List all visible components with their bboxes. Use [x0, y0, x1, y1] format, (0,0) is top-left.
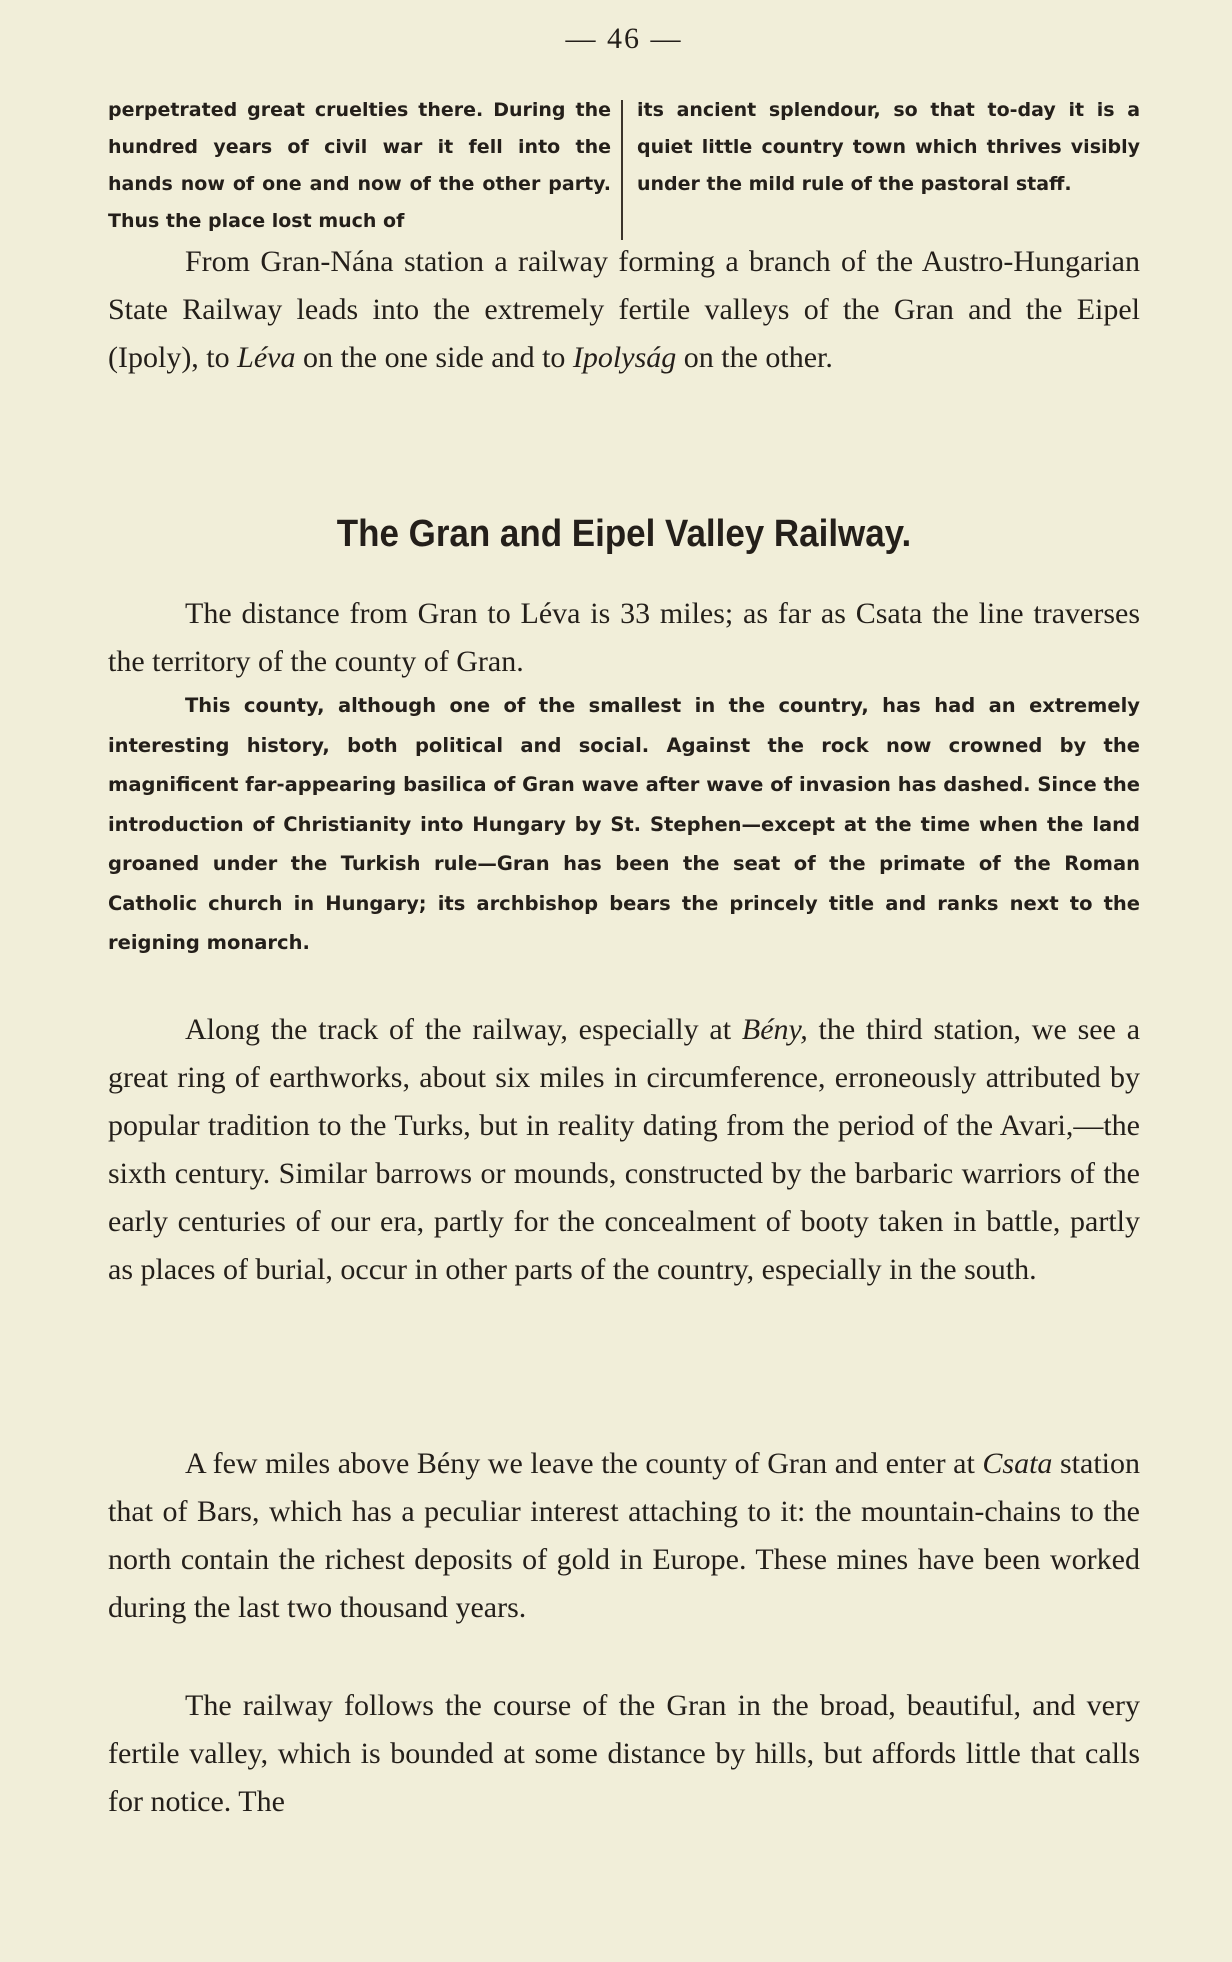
intro-text-end: on the other. [683, 341, 833, 374]
place-leva: Léva [237, 341, 296, 374]
intro-paragraph [108, 238, 1140, 382]
beny-text-start: Along the track of the railway, especially at [185, 1013, 732, 1046]
railway-paragraph: The railway follows the course of the Gran in the broad, beautiful, and very fertile valley, which is bounded at some distance by hills, but affords little that calls for notice. The [108, 1689, 1140, 1818]
intro-text-start: From Gran-Nána station a railway forming a branch of the Austro-Hungarian State Railway leads into the extremely fertile valleys of the Gran and the Eipel (Ipoly), to [108, 245, 1140, 374]
csata-paragraph [108, 1440, 1140, 1632]
left-column-text: perpetrated great cruelties there. During the hundred years of civil war it fell into the hands now of one and now of the other party. Thus the place lost much of [108, 99, 612, 232]
csata-text-start: A few miles above Bény we leave the county of Gran and enter at [185, 1447, 975, 1480]
two-column-continuation [108, 92, 1140, 240]
page-number: — 46 — [565, 22, 683, 55]
right-column-text: its ancient splendour, so that to-day it is a quiet little country town which thrives visibly under the mild rule of the pastoral staff. [637, 99, 1141, 195]
county-note: This county, although one of the smallest in the country, has had an extremely interesting history, both political and social. Against the rock now crowned by the magnificent far-appearing basilica of Gran wave after wave of invasion has dashed. Since the introduction of Christianity into Hungary by St. Stephen—except at the time when the land groaned under the Turkish rule—Gran has been the seat of the primate of the Roman Catholic church in Hungary; its archbishop bears the princely title and ranks next to the reigning monarch. [108, 694, 1140, 954]
place-beny: Bény, [741, 1013, 808, 1046]
beny-text-end: the third station, we see a great ring of earthworks, about six miles in circumference, erroneously attributed by popular tradition to the Turks, but in reality dating from the period of the Avari,—the sixth century. Similar barrows or mounds, constructed by the barbaric warriors of the early centuries of our era, partly for the concealment of booty taken in battle, partly as places of burial, occur in other parts of the country, especially in the south. [108, 1013, 1141, 1286]
beny-paragraph [108, 1006, 1140, 1294]
place-csata: Csata [982, 1447, 1053, 1480]
csata-text-end: station that of Bars, which has a peculiar interest attaching to it: the mountain-chains to the north contain the richest deposits of gold in Europe. These mines have been worked during the last two thousand years. [108, 1447, 1140, 1624]
intro-text-middle: on the one side and to [302, 341, 566, 374]
distance-paragraph: The distance from Gran to Léva is 33 miles; as far as Csata the line traverses the territory of the county of Gran. [108, 597, 1140, 678]
place-ipolysag: Ipolyság [572, 341, 677, 374]
section-title: The Gran and Eipel Valley Railway. [336, 513, 912, 555]
